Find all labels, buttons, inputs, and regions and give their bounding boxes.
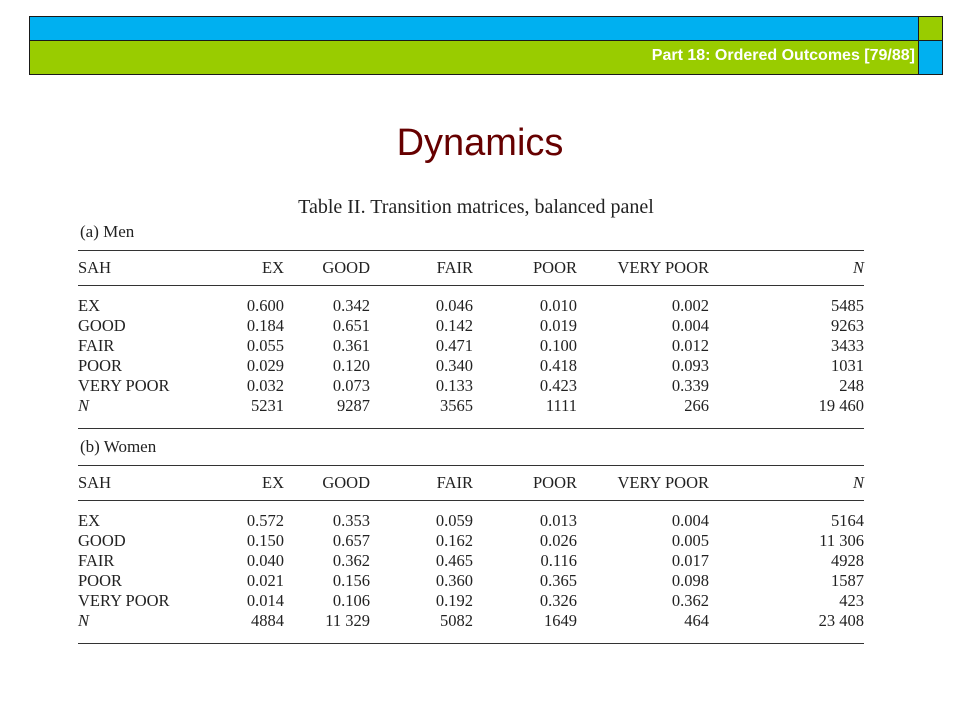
table-cell: 0.133 xyxy=(435,376,473,395)
table-cell: 4928 xyxy=(831,551,864,570)
column-header: SAH xyxy=(78,258,112,277)
table-cell: 0.142 xyxy=(435,316,473,335)
table-row xyxy=(78,591,864,611)
table-cell: 0.004 xyxy=(671,316,709,335)
table-cell: 0.013 xyxy=(539,511,577,530)
table-cell: 0.361 xyxy=(332,336,370,355)
table-cell: 0.423 xyxy=(539,376,577,395)
table-cell: 0.017 xyxy=(671,551,709,570)
column-header: GOOD xyxy=(322,473,370,492)
table-cell: 266 xyxy=(684,396,709,415)
table-cell: 0.073 xyxy=(332,376,370,395)
table-cell: EX xyxy=(78,296,100,315)
table-cell: 0.106 xyxy=(332,591,370,610)
table-cell: 4884 xyxy=(251,611,284,630)
table-cell: 23 408 xyxy=(818,611,864,630)
table-cell: EX xyxy=(78,511,100,530)
column-header: N xyxy=(852,258,864,277)
column-header: VERY POOR xyxy=(617,258,709,277)
table-cell: FAIR xyxy=(78,336,115,355)
transition-matrix-table xyxy=(78,196,864,652)
header-top-square xyxy=(918,16,943,41)
column-header: EX xyxy=(262,258,284,277)
table-cell: 0.184 xyxy=(246,316,284,335)
table-row xyxy=(78,356,864,376)
column-header: N xyxy=(852,473,864,492)
table-row xyxy=(78,316,864,336)
column-header: POOR xyxy=(532,473,577,492)
table-cell: N xyxy=(78,611,90,630)
table-cell: 19 460 xyxy=(818,396,864,415)
header-top-bar xyxy=(29,16,920,41)
table-cell: N xyxy=(78,396,90,415)
table-cell: 1649 xyxy=(544,611,577,630)
table-cell: 0.098 xyxy=(671,571,709,590)
table-cell: 0.026 xyxy=(539,531,577,550)
column-header: GOOD xyxy=(322,258,370,277)
table-cell: 423 xyxy=(839,591,864,610)
table-cell: 0.657 xyxy=(332,531,370,550)
table-cell: 11 306 xyxy=(819,531,864,550)
table-row xyxy=(78,551,864,571)
table-cell: 0.156 xyxy=(332,571,370,590)
table-cell: 0.100 xyxy=(539,336,577,355)
table-panels xyxy=(78,222,864,652)
table-cell: 0.040 xyxy=(246,551,284,570)
slide-title: Dynamics xyxy=(396,122,564,164)
table-cell: 0.150 xyxy=(246,531,284,550)
table-cell: 0.002 xyxy=(671,296,709,315)
table-cell: 5164 xyxy=(831,511,864,530)
table-cell: 5485 xyxy=(831,296,864,315)
table-cell: 0.005 xyxy=(671,531,709,550)
table-header-row xyxy=(78,251,864,285)
table-cell: 1587 xyxy=(831,571,864,590)
table-cell: 3565 xyxy=(440,396,473,415)
table-cell: 5231 xyxy=(251,396,284,415)
header-main-square xyxy=(918,40,943,75)
table-cell: 0.418 xyxy=(539,356,577,375)
table-cell: 0.340 xyxy=(435,356,473,375)
column-header: EX xyxy=(262,473,284,492)
table-cell: 0.162 xyxy=(435,531,473,550)
table-cell: 0.093 xyxy=(671,356,709,375)
table-cell: 0.360 xyxy=(435,571,473,590)
table-cell: 0.032 xyxy=(246,376,284,395)
table-row xyxy=(78,376,864,396)
column-header: FAIR xyxy=(436,473,473,492)
table-cell: 0.572 xyxy=(246,511,284,530)
table-cell: 0.651 xyxy=(332,316,370,335)
table-cell: 0.342 xyxy=(332,296,370,315)
table-cell: 9263 xyxy=(831,316,864,335)
table-cell: 0.120 xyxy=(332,356,370,375)
table-row xyxy=(78,571,864,591)
table-row xyxy=(78,336,864,356)
table-cell: 0.029 xyxy=(246,356,284,375)
column-header: SAH xyxy=(78,473,112,492)
table-cell: VERY POOR xyxy=(78,376,170,395)
table-cell: GOOD xyxy=(78,316,126,335)
table-row xyxy=(78,396,864,416)
table-cell: 0.353 xyxy=(332,511,370,530)
table-cell: 0.019 xyxy=(539,316,577,335)
table-cell: 0.362 xyxy=(332,551,370,570)
table-cell: 5082 xyxy=(440,611,473,630)
table-caption: Table II. Transition matrices, balanced panel xyxy=(298,196,654,218)
table-cell: 0.010 xyxy=(539,296,577,315)
table-cell: 0.012 xyxy=(671,336,709,355)
table-cell: 0.365 xyxy=(539,571,577,590)
table-cell: POOR xyxy=(78,571,123,590)
table-cell: 0.465 xyxy=(435,551,473,570)
table-cell: GOOD xyxy=(78,531,126,550)
table-cell: FAIR xyxy=(78,551,115,570)
panel-label: (b) Women xyxy=(80,437,157,456)
table-cell: 0.192 xyxy=(435,591,473,610)
table-cell: 0.600 xyxy=(246,296,284,315)
table-cell: 0.362 xyxy=(671,591,709,610)
table-cell: 0.014 xyxy=(246,591,284,610)
column-header: POOR xyxy=(532,258,577,277)
table-row xyxy=(78,611,864,631)
table-cell: 0.021 xyxy=(246,571,284,590)
table-cell: 0.059 xyxy=(435,511,473,530)
table-cell: 9287 xyxy=(337,396,370,415)
table-cell: 1111 xyxy=(545,396,577,415)
table-cell: 3433 xyxy=(831,336,864,355)
table-cell: 0.326 xyxy=(539,591,577,610)
table-cell: 0.339 xyxy=(671,376,709,395)
table-cell: POOR xyxy=(78,356,123,375)
table-cell: 0.055 xyxy=(246,336,284,355)
slide-label: Part 18: Ordered Outcomes [79/88] xyxy=(651,47,915,64)
table-cell: 0.116 xyxy=(540,551,577,570)
table-cell: 248 xyxy=(839,376,864,395)
table-row xyxy=(78,531,864,551)
table-row xyxy=(78,296,864,316)
column-header: FAIR xyxy=(436,258,473,277)
table-cell: 464 xyxy=(684,611,709,630)
table-row xyxy=(78,511,864,531)
table-cell: 11 329 xyxy=(325,611,370,630)
table-cell: VERY POOR xyxy=(78,591,170,610)
table-cell: 0.471 xyxy=(435,336,473,355)
table-header-row xyxy=(78,466,864,500)
table-cell: 0.046 xyxy=(435,296,473,315)
panel-label: (a) Men xyxy=(80,222,135,241)
column-header: VERY POOR xyxy=(617,473,709,492)
table-cell: 1031 xyxy=(831,356,864,375)
table-cell: 0.004 xyxy=(671,511,709,530)
